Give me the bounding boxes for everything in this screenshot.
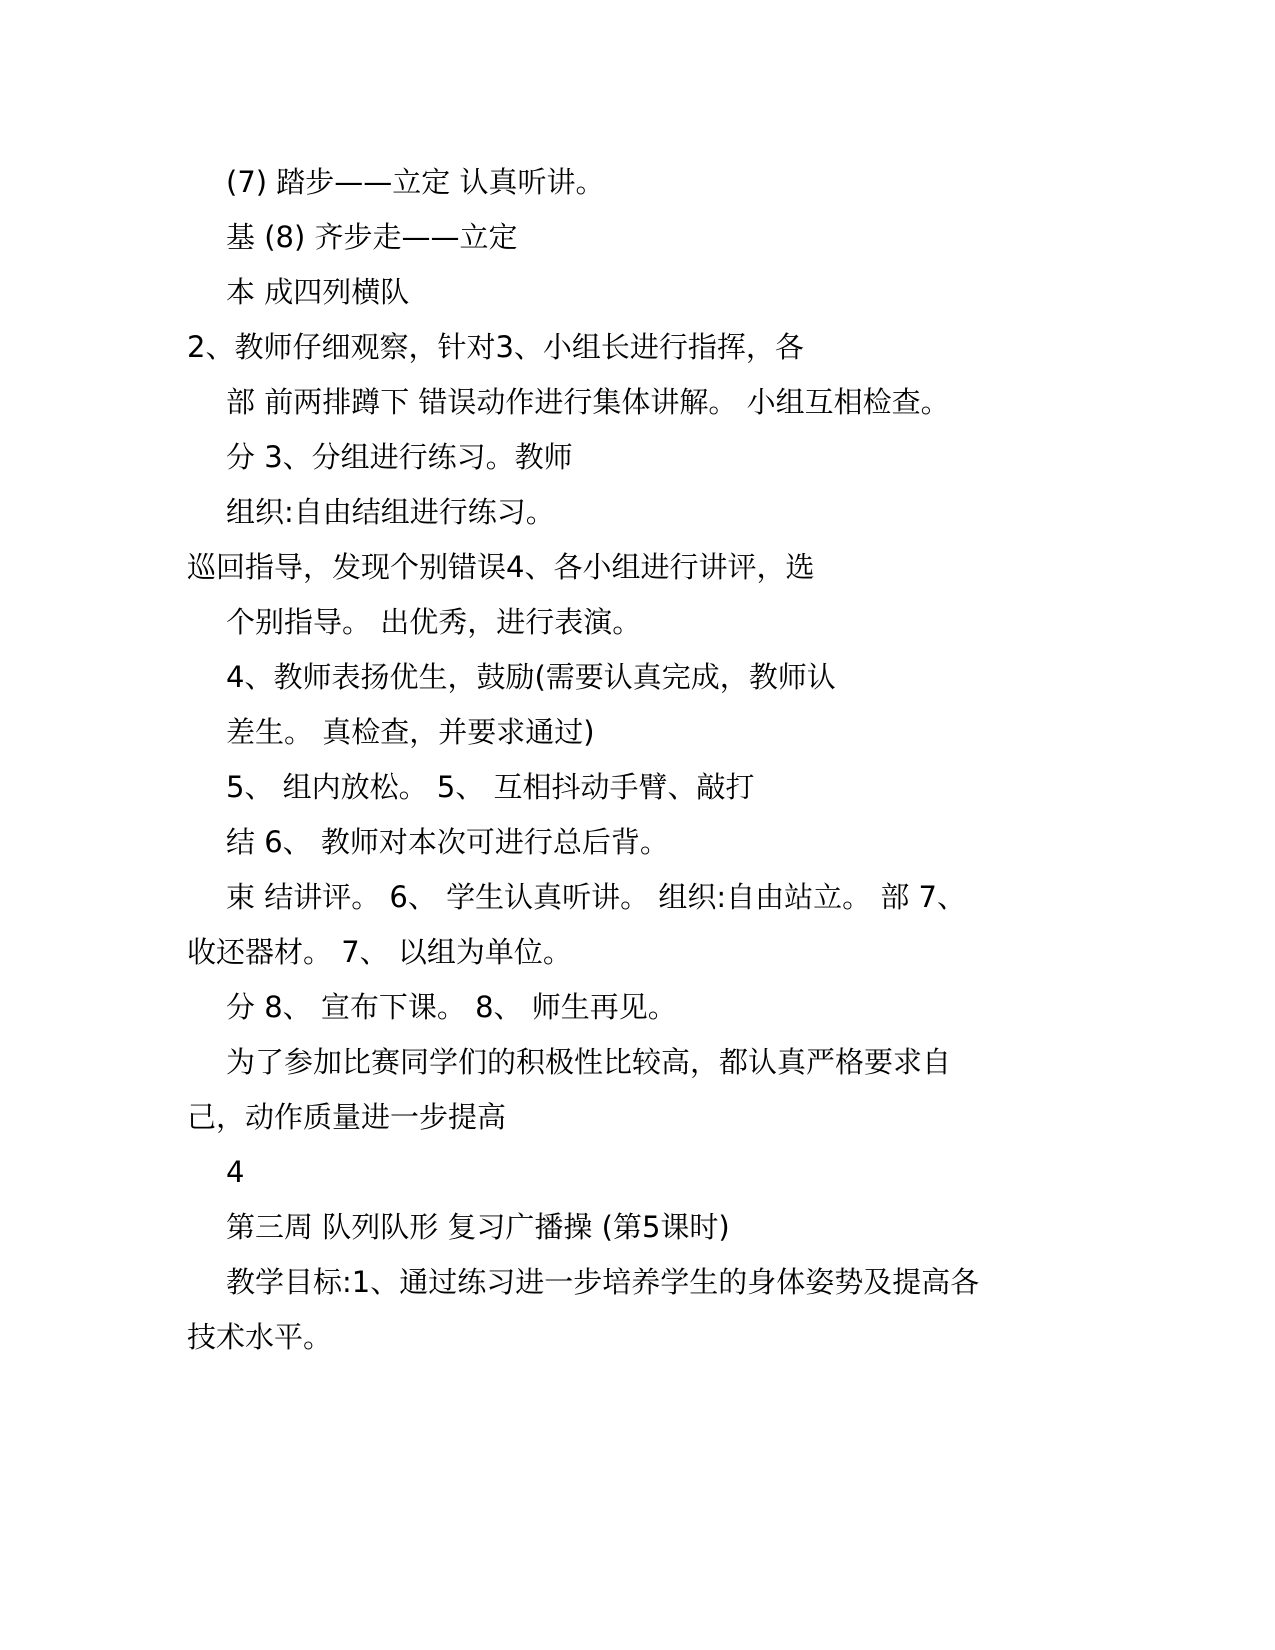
text-line: 本 成四列横队 bbox=[226, 275, 410, 309]
page-number: 4 bbox=[226, 1155, 245, 1189]
text-line: 巡回指导，发现个别错误4、各小组进行讲评，选 bbox=[187, 550, 815, 584]
text-line: 基 (8) 齐步走——立定 bbox=[226, 220, 518, 254]
text-line: 己，动作质量进一步提高 bbox=[187, 1100, 507, 1134]
text-line: 组织:自由结组进行练习。 bbox=[226, 495, 555, 529]
text-line: 收还器材。 7、 以组为单位。 bbox=[187, 935, 572, 969]
text-line: 2、教师仔细观察，针对3、小组长进行指挥，各 bbox=[187, 330, 804, 364]
text-line: 4、教师表扬优生，鼓励(需要认真完成，教师认 bbox=[226, 660, 836, 694]
text-line: 部 前两排蹲下 错误动作进行集体讲解。 小组互相检查。 bbox=[226, 385, 950, 419]
text-line: (7) 踏步——立定 认真听讲。 bbox=[226, 165, 605, 199]
text-line: 为了参加比赛同学们的积极性比较高，都认真严格要求自 bbox=[226, 1045, 952, 1079]
text-line: 分 3、分组进行练习。教师 bbox=[226, 440, 573, 474]
text-line: 差生。 真检查，并要求通过) bbox=[226, 715, 595, 749]
text-line: 技术水平。 bbox=[187, 1320, 333, 1354]
text-line: 5、 组内放松。 5、 互相抖动手臂、敲打 bbox=[226, 770, 755, 804]
text-line: 分 8、 宣布下课。 8、 师生再见。 bbox=[226, 990, 677, 1024]
text-line: 束 结讲评。 6、 学生认真听讲。 组织:自由站立。 部 7、 bbox=[226, 880, 966, 914]
text-line: 个别指导。 出优秀，进行表演。 bbox=[226, 605, 642, 639]
text-line: 结 6、 教师对本次可进行总后背。 bbox=[226, 825, 669, 859]
text-line: 教学目标:1、通过练习进一步培养学生的身体姿势及提高各 bbox=[226, 1265, 980, 1299]
section-heading: 第三周 队列队形 复习广播操 (第5课时) bbox=[226, 1210, 730, 1244]
